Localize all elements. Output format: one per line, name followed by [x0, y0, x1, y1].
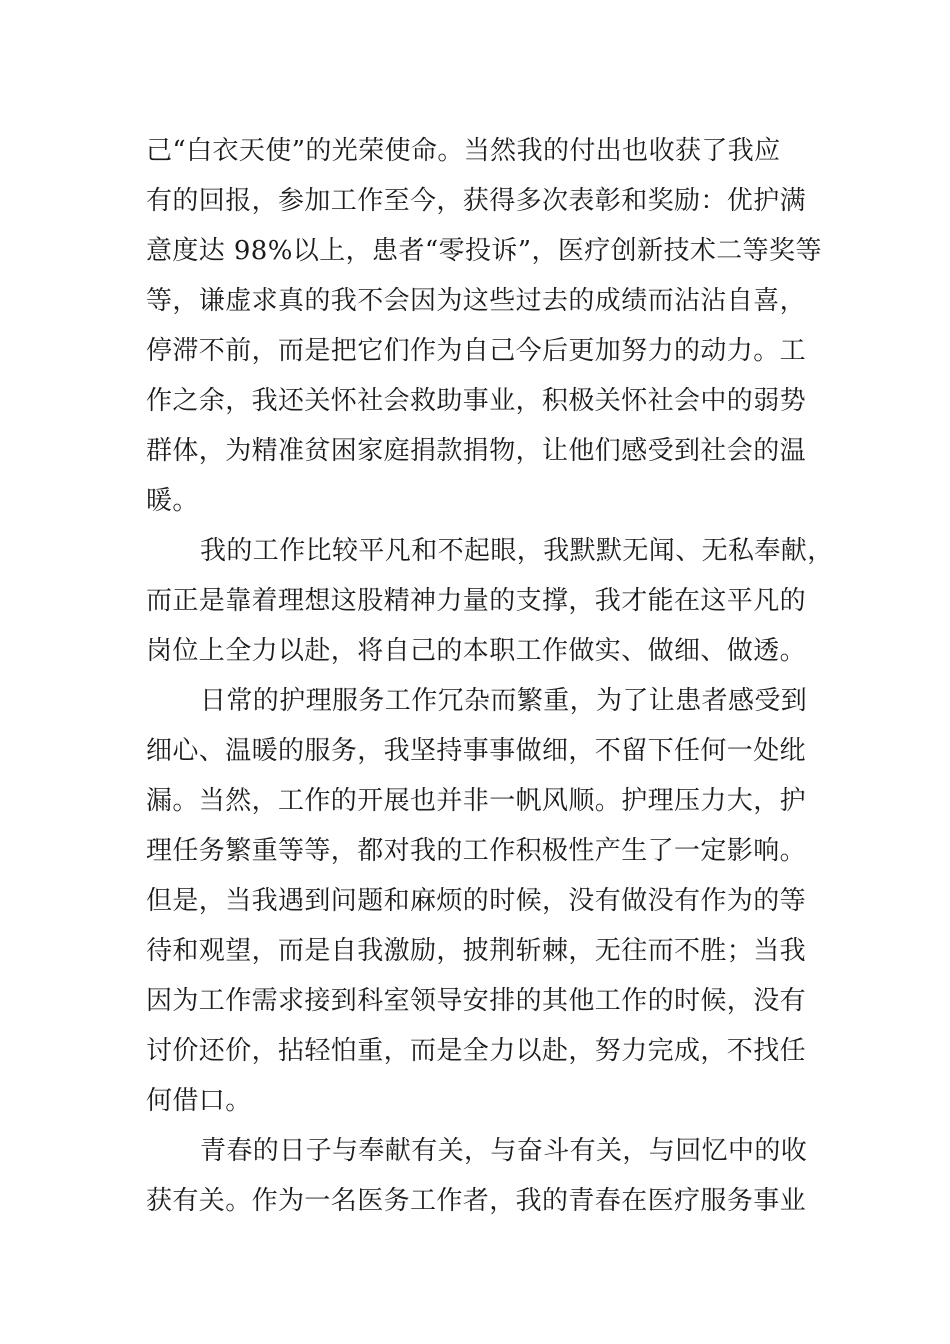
text-line: 而正是靠着理想这股精神力量的支撑，我才能在这平凡的 [146, 586, 807, 616]
text-line: 讨价还价，拈轻怕重，而是全力以赴，努力完成，不找任 [146, 1036, 807, 1066]
paragraph-first-line: 日常的护理服务工作冗杂而繁重，为了让患者感受到 [200, 686, 808, 716]
text-line: 何借口。 [146, 1086, 252, 1116]
paragraph-first-line: 青春的日子与奉献有关，与奋斗有关，与回忆中的收 [200, 1136, 808, 1166]
text-line: 暖。 [146, 486, 199, 516]
text-line: 理任务繁重等等，都对我的工作积极性产生了一定影响。 [146, 836, 807, 866]
text-line: 己“白衣天使”的光荣使命。当然我的付出也收获了我应 [146, 136, 781, 166]
text-line: 群体，为精准贫困家庭捐款捐物，让他们感受到社会的温 [146, 436, 807, 466]
text-line: 因为工作需求接到科室领导安排的其他工作的时候，没有 [146, 986, 807, 1016]
text-line: 停滞不前，而是把它们作为自己今后更加努力的动力。工 [146, 336, 807, 366]
text-line: 但是，当我遇到问题和麻烦的时候，没有做没有作为的等 [146, 886, 807, 916]
text-line: 待和观望，而是自我激励，披荆斩棘，无往而不胜；当我 [146, 936, 807, 966]
text-line: 意度达 98%以上，患者“零投诉”，医疗创新技术二等奖等 [146, 236, 822, 266]
text-line: 岗位上全力以赴，将自己的本职工作做实、做细、做透。 [146, 636, 807, 666]
text-line: 作之余，我还关怀社会救助事业，积极关怀社会中的弱势 [146, 386, 807, 416]
document-body [146, 126, 834, 1226]
text-line: 漏。当然，工作的开展也并非一帆风顺。护理压力大，护 [146, 786, 807, 816]
text-line: 有的回报，参加工作至今，获得多次表彰和奖励：优护满 [146, 186, 807, 216]
paragraph-first-line: 我的工作比较平凡和不起眼，我默默无闻、无私奉献， [200, 536, 834, 566]
text-line: 细心、温暖的服务，我坚持事事做细，不留下任何一处纰 [146, 736, 807, 766]
text-line: 等，谦虚求真的我不会因为这些过去的成绩而沾沾自喜， [146, 286, 807, 316]
text-line: 获有关。作为一名医务工作者，我的青春在医疗服务事业 [146, 1186, 807, 1216]
